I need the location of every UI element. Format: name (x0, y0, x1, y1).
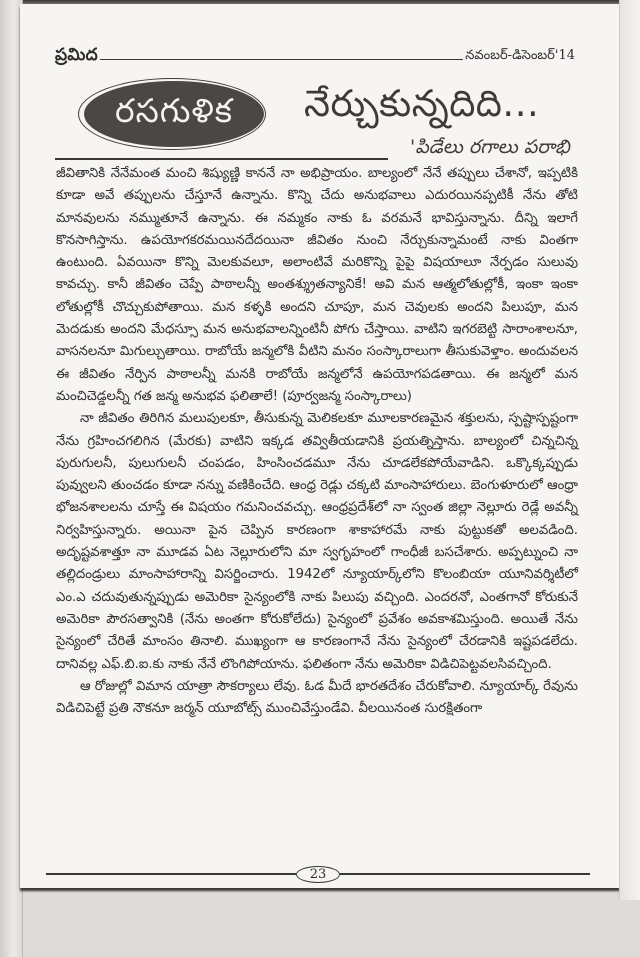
paragraph-1: జీవితానికి నేనేమంత మంచి శిష్యుణ్ణి కాననే నా అభిప్రాయం. బాల్యంలో నేనే తప్పులు చేశానో, ఇప్పటికి కూడా అవే తప్పులను చేస్తూనే ఉన్నాను. కొన్ని చేదు అనుభవాలు ఎదురయినప్పటికీ నేను తోటి మానవులను నమ్ముతూనే ఉన్నాను. ఈ నమ్మకం నాకు ఓ వరమనే భావిస్తున్నాను. దీన్ని ఇలాగే కొనసాగిస్తాను. ఉపయోగకరమయినదేదయినా జీవితం నుంచి నేర్చుకున్నామంటే నాకు వింతగా ఉంటుంది. ఏవయినా కొన్ని మెలకువలూ, అలాంటివే మరికొన్ని పైపై విషయాలూ నేర్పడం సులువు కావచ్చు. కానీ జీవితం చెప్పే పాఠాలన్నీ అంతశ్శ్రుతన్యానికే! అవి మన ఆత్మలోతుల్లోకీ, ఇంకా ఇంకా లోతుల్లోకీ చొచ్చుకుపోతాయి. మన కళ్ళకి అందని చూపూ, మన చెవులకు అందని పిలుపూ, మన మెదడుకు అందని మేధస్సూ మన అనుభవాలన్నింటినీ పోగు చేస్తాయి. వాటిని ఇగరబెట్టి సారాంశాలనూ, వాసనలనూ మిగుల్చుతాయి. రాబోయే జన్మలోకి వీటిని మనం సంస్కారాలుగా తీసుకువెళ్తాం. అందువలన ఈ జీవితం నేర్పిన పాఠాలన్నీ మనకి రాబోయే జన్మలోనే ఉపయోగపడతాయి. ఈ జన్మలో మన మంచిచెడ్డలన్నీ గత జన్మ అనుభవ ఫలితాలే! (పూర్వజన్మ సంస్కారాలు) (56, 166, 578, 404)
title-rule (55, 158, 388, 160)
article-title: నేర్చుకున్నదిది... (304, 82, 540, 125)
page-number: 23 (296, 866, 340, 883)
magazine-name: ప్రమిద (55, 45, 98, 65)
badge-oval (84, 81, 264, 147)
header-rule (100, 59, 463, 60)
column-name: రసగుళిక (115, 90, 233, 130)
footer-rule-left (46, 873, 296, 875)
paragraph-3: ఆ రోజుల్లో విమాన యాత్రా సౌకర్యాలు లేవు. ఓడ మీదే భారతదేశం చేరుకోవాలి. న్యూయార్క్ రేవును విడిచిపెట్టే ప్రతి నౌకనూ జర్మన్ యూబోట్స్ ముంచివేస్తుండేవి. వీలయినంత సురక్షితంగా (56, 678, 578, 717)
page-right-edge (619, 0, 640, 900)
footer-rule-right (340, 873, 590, 875)
article-body (56, 163, 578, 720)
issue-date: నవంబర్-డిసెంబర్'14 (465, 48, 575, 63)
author-byline: 'పిడేలు రగాలు పరాభి (410, 136, 570, 158)
page-footer (46, 864, 590, 884)
scan-bottom-edge (0, 892, 640, 957)
column-badge (78, 78, 266, 150)
paragraph-2: నా జీవితం తిరిగిన మలుపులకూ, తీసుకున్న మెలికలకూ మూలకారణమైన శక్తులను, స్పష్టాస్పష్టంగా నేను గ్రహించగలిగిన (మేరకు) వాటిని ఇక్కడ తవ్వితీయడానికి ప్రయత్నిస్తాను. బాల్యంలో చిన్నచిన్న పురుగులనీ, పులుగులనీ చంపడం, హింసించడమూ నేను చూడలేకపోయేవాడిని. ఒక్కొక్కప్పుడు పువ్వులని తుంచడం కూడా నన్ను వణికించేది. ఆంధ్ర రెడ్లు చక్కటి మాంసాహారులు. బెంగుళూరులో ఆంధ్రా భోజనశాలలను చూస్తే ఈ విషయం గమనించవచ్చు. ఆంధ్రప్రదేశ్‌లో నా స్వంత జిల్లా నెల్లూరు రెడ్లే అవన్నీ నిర్వహిస్తున్నారు. అయినా పైన చెప్పిన కారణంగా శాకాహారమే నాకు పుట్టుకతో అలవడింది. అదృష్టవశాత్తూ నా మూడవ ఏట నెల్లూరులోని మా స్వగృహంలో గాంధీజీ బసచేశారు. అప్పట్నుంచి నా తల్లిదండ్రులు మాంసాహారాన్ని విసర్జించారు. 1942లో న్యూయార్క్‌లోని కొలంబియా యూనివర్శిటీలో ఎం.ఎ చదువుతున్నప్పుడు అమెరికా సైన్యంలోకి నాకు పిలుపు వచ్చింది. ఎందరనో, ఎంతగానో కోరుకునే అమెరికా పౌరసత్వానికి (నేను అంతగా కోరుకోలేదు) సైన్యంలో ప్రవేశం అవకాశమిస్తుంది. అయితే నేను సైన్యంలో చేరితే మాంసం తినాలి. ముఖ్యంగా ఆ కారణంగానే నేను సైన్యంలో చేరడానికి ఇష్టపడలేదు. దానివల్ల ఎఫ్.బి.ఐ.కు నాకు నేనే లొంగిపోయాను. ఫలితంగా నేను అమెరికా విడిచిపెట్టవలసివచ్చింది. (56, 411, 578, 672)
running-header (55, 44, 575, 70)
